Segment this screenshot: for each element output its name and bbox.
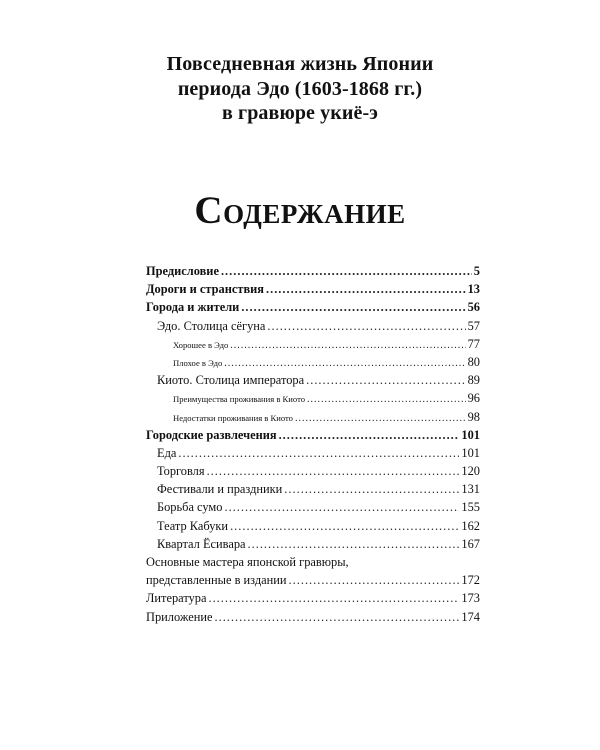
toc-entry-page: 162 [461, 518, 480, 533]
dot-leader [207, 462, 460, 480]
toc-entry[interactable] [146, 280, 480, 298]
toc-entry-title: Литература [146, 591, 207, 606]
toc-entry-page: 101 [461, 427, 480, 442]
dot-leader [289, 571, 460, 589]
toc-entry[interactable] [146, 408, 480, 426]
book-title-line: Повседневная жизнь Японии [166, 53, 434, 75]
toc-entry-title: Хорошее в Эдо [173, 339, 229, 350]
toc-entry[interactable] [146, 589, 480, 607]
toc-entry-page: 101 [461, 445, 480, 460]
dot-leader [230, 337, 465, 355]
toc-entry-title: Плохое в Эдо [173, 357, 223, 368]
toc-entry-title: Торговля [157, 464, 205, 479]
toc-heading: Содержание [194, 189, 406, 232]
dot-leader [306, 371, 465, 389]
dot-leader [248, 535, 460, 553]
dot-leader [266, 280, 466, 298]
toc-entry-title: Преимущества проживания в Киото [173, 394, 306, 405]
table-of-contents [146, 262, 480, 626]
book-title [0, 52, 600, 126]
toc-entry-title: Предисловие [146, 264, 219, 278]
toc-entry-page: 131 [461, 482, 480, 497]
dot-leader [230, 517, 459, 535]
toc-entry-page: 120 [461, 464, 480, 479]
toc-entry[interactable] [146, 353, 480, 371]
dot-leader [178, 444, 459, 462]
toc-entry-title: Дороги и странствия [146, 282, 264, 297]
toc-entry-page: 5 [473, 264, 480, 278]
toc-entry-title: Киото. Столица императора [157, 373, 305, 388]
toc-entry-title: Театр Кабуки [157, 518, 229, 533]
book-title-line: периода Эдо (1603-1868 гг.) [177, 77, 423, 100]
toc-entry-page: 89 [467, 373, 480, 388]
toc-entry[interactable] [146, 444, 480, 462]
toc-entry-page: 96 [467, 391, 480, 406]
toc-entry-page: 155 [461, 500, 480, 515]
toc-entry[interactable] [146, 371, 480, 389]
toc-entry-page: 13 [467, 282, 480, 297]
toc-entry[interactable] [146, 317, 480, 335]
dot-leader [241, 298, 465, 316]
dot-leader [307, 391, 466, 409]
toc-entry[interactable] [146, 335, 480, 353]
toc-entry-page: 56 [467, 300, 480, 315]
toc-entry-title: представленные в издании [146, 573, 287, 588]
toc-entry-title-line1: Основные мастера японской гравюры, [146, 555, 349, 569]
toc-entry[interactable] [146, 498, 480, 516]
toc-entry-page: 174 [461, 609, 480, 624]
toc-entry-title: Приложение [146, 609, 213, 624]
dot-leader [215, 608, 460, 626]
toc-entry-page: 80 [467, 354, 480, 369]
toc-entry-page: 172 [461, 573, 480, 588]
toc-entry[interactable] [146, 608, 480, 626]
book-title-line: в гравюре укиё-э [222, 102, 378, 124]
toc-entry[interactable] [146, 389, 480, 407]
toc-entry-page: 173 [461, 591, 480, 606]
toc-entry-title: Фестивали и праздники [157, 482, 283, 497]
toc-entry[interactable] [146, 535, 480, 553]
toc-entry[interactable] [146, 262, 480, 280]
toc-entry[interactable] [146, 480, 480, 498]
dot-leader [224, 498, 459, 516]
dot-leader [279, 426, 460, 444]
dot-leader [208, 589, 459, 607]
toc-entry-title: Квартал Ёсивара [157, 536, 246, 551]
toc-entry[interactable] [146, 426, 480, 444]
toc-entry-title: Еда [157, 445, 177, 460]
dot-leader [221, 262, 472, 280]
toc-entry-title: Эдо. Столица сёгуна [157, 318, 266, 333]
toc-entry[interactable] [146, 298, 480, 316]
toc-entry[interactable] [146, 517, 480, 535]
toc-entry[interactable] [146, 571, 480, 589]
toc-entry-title: Городские развлечения [146, 427, 277, 442]
toc-entry-title: Борьба сумо [157, 500, 223, 515]
toc-entry-title: Недостатки проживания в Киото [173, 412, 293, 423]
toc-entry-page: 98 [467, 409, 480, 424]
toc-entry-title: Города и жители [146, 300, 240, 315]
dot-leader [267, 317, 465, 335]
toc-entry[interactable] [146, 462, 480, 480]
toc-entry-first-line [146, 553, 480, 571]
toc-entry-page: 167 [461, 536, 480, 551]
toc-entry-page: 57 [467, 318, 480, 333]
toc-entry-page: 77 [467, 336, 480, 351]
dot-leader [284, 480, 459, 498]
